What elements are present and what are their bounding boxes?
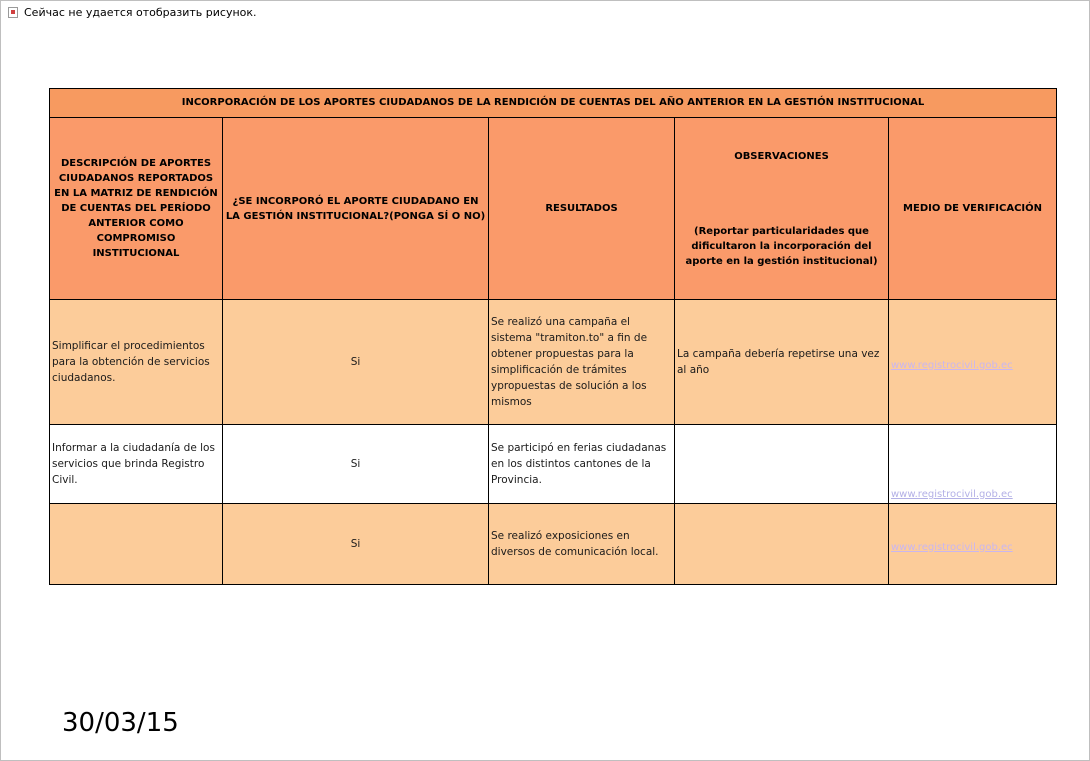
aportes-table bbox=[49, 88, 1057, 585]
cell-resultados: Se realizó exposiciones en diversos de comunicación local. bbox=[489, 504, 675, 585]
header-observaciones-label: OBSERVACIONES bbox=[734, 150, 829, 162]
broken-image-notice bbox=[8, 6, 257, 19]
header-medio: MEDIO DE VERIFICACIÓN bbox=[889, 118, 1057, 300]
cell-medio bbox=[889, 425, 1057, 504]
slide-date: 30/03/15 bbox=[62, 708, 179, 738]
broken-image-text: Сейчас не удается отобразить рисунок. bbox=[24, 6, 257, 19]
header-resultados: RESULTADOS bbox=[489, 118, 675, 300]
header-observaciones bbox=[675, 118, 889, 300]
cell-incorporo: Si bbox=[223, 425, 489, 504]
table-title-row bbox=[50, 89, 1057, 118]
cell-observaciones: La campaña debería repetirse una vez al año bbox=[675, 300, 889, 425]
cell-observaciones bbox=[675, 504, 889, 585]
table-row bbox=[50, 300, 1057, 425]
cell-medio bbox=[889, 504, 1057, 585]
cell-resultados: Se realizó una campaña el sistema "tramiton.to" a fin de obtener propuestas para la simplificación de trámites ypropuestas de solución a los mismos bbox=[489, 300, 675, 425]
cell-observaciones bbox=[675, 425, 889, 504]
header-descripcion: DESCRIPCIÓN DE APORTES CIUDADANOS REPORTADOS EN LA MATRIZ DE RENDICIÓN DE CUENTAS DEL PERÍODO ANTERIOR COMO COMPROMISO INSTITUCIONAL bbox=[50, 118, 223, 300]
cell-descripcion: Informar a la ciudadanía de los servicios que brinda Registro Civil. bbox=[50, 425, 223, 504]
verification-link[interactable]: www.registrocivil.gob.ec bbox=[891, 541, 1013, 553]
cell-descripcion: Simplificar el procedimientos para la obtención de servicios ciudadanos. bbox=[50, 300, 223, 425]
header-incorporo: ¿SE INCORPORÓ EL APORTE CIUDADANO EN LA GESTIÓN INSTITUCIONAL?(PONGA SÍ O NO) bbox=[223, 118, 489, 300]
cell-incorporo: Si bbox=[223, 300, 489, 425]
cell-incorporo: Si bbox=[223, 504, 489, 585]
cell-medio bbox=[889, 300, 1057, 425]
verification-link[interactable]: www.registrocivil.gob.ec bbox=[891, 489, 1013, 500]
table-title: INCORPORACIÓN DE LOS APORTES CIUDADANOS DE LA RENDICIÓN DE CUENTAS DEL AÑO ANTERIOR EN LA GESTIÓN INSTITUCIONAL bbox=[50, 89, 1057, 118]
cell-descripcion bbox=[50, 504, 223, 585]
table-header-row bbox=[50, 118, 1057, 300]
table-row bbox=[50, 425, 1057, 504]
cell-resultados: Se participó en ferias ciudadanas en los distintos cantones de la Provincia. bbox=[489, 425, 675, 504]
broken-image-icon bbox=[8, 7, 18, 18]
verification-link[interactable]: www.registrocivil.gob.ec bbox=[891, 359, 1013, 371]
header-observaciones-note: (Reportar particularidades que dificultaron la incorporación del aporte en la gestión institucional) bbox=[685, 225, 878, 267]
table-row bbox=[50, 504, 1057, 585]
